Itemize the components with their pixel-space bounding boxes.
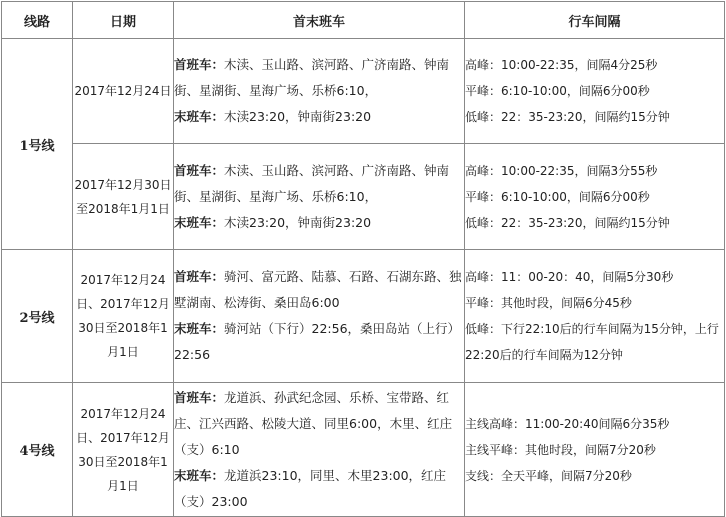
interval-main-offpeak: 主线平峰：其他时段，间隔7分20秒 — [465, 442, 656, 457]
first-train-text: 骑河、富元路、陆慕、石路、石湖东路、独墅湖南、松涛街、桑田岛6:00 — [174, 269, 462, 310]
first-last-cell — [174, 144, 465, 250]
first-train-text: 木渎、玉山路、滨河路、广济南路、钟南街、星湖街、星海广场、乐桥6:10， — [174, 162, 450, 204]
line-name: 1号线 — [2, 39, 73, 250]
first-last-cell — [174, 250, 465, 383]
first-train-label: 首班车： — [174, 162, 225, 178]
last-train-text: 骑河站（下行）22:56，桑田岛站（上行）22:56 — [174, 321, 461, 362]
interval-offpeak: 平峰：其他时段，间隔6分45秒 — [465, 296, 632, 310]
table-row — [2, 250, 725, 383]
table-row — [2, 39, 725, 144]
interval-cell — [465, 144, 725, 250]
header-line: 线路 — [2, 2, 73, 39]
line-name: 2号线 — [2, 250, 73, 383]
interval-offpeak: 平峰：6:10-10:00，间隔6分00秒 — [465, 189, 650, 204]
date-cell: 2017年12月30日至2018年1月1日 — [73, 144, 174, 250]
first-last-cell — [174, 383, 465, 517]
interval-peak: 高峰：10:00-22:35，间隔4分25秒 — [465, 58, 658, 72]
line-name: 4号线 — [2, 383, 73, 517]
date-cell: 2017年12月24日、2017年12月30日至2018年1月1日 — [73, 383, 174, 517]
interval-low: 低峰：下行22:10后的行车间隔为15分钟，上行22:20后的行车间隔为12分钟 — [465, 322, 719, 362]
first-train-text: 木渎、玉山路、滨河路、广济南路、钟南街、星湖街、星海广场、乐桥6:10， — [174, 57, 450, 98]
table-row — [2, 383, 725, 517]
last-train-text: 龙道浜23:10，同里、木里23:00，红庄（支）23:00 — [174, 467, 447, 509]
date-cell: 2017年12月24日、2017年12月30日至2018年1月1日 — [73, 250, 174, 383]
last-train-label: 末班车： — [174, 109, 225, 124]
header-date: 日期 — [73, 2, 174, 39]
header-first-last: 首末班车 — [174, 2, 465, 39]
header-interval: 行车间隔 — [465, 2, 725, 39]
first-train-label: 首班车： — [174, 389, 225, 405]
last-train-text: 木渎23:20，钟南街23:20 — [224, 109, 372, 124]
first-train-label: 首班车： — [174, 269, 225, 284]
interval-peak: 高峰：10:00-22:35，间隔3分55秒 — [465, 163, 658, 178]
interval-cell — [465, 250, 725, 383]
last-train-label: 末班车： — [174, 214, 225, 230]
interval-cell — [465, 383, 725, 517]
interval-offpeak: 平峰：6:10-10:00，间隔6分00秒 — [465, 84, 650, 98]
schedule-table — [1, 1, 725, 517]
first-train-text: 龙道浜、孙武纪念园、乐桥、宝带路、红庄、江兴西路、松陵大道、同里6:00，木里、红庄（支）6:10 — [174, 389, 453, 457]
interval-cell — [465, 39, 725, 144]
interval-low: 低峰：22：35-23:20，间隔约15分钟 — [465, 110, 670, 124]
table-row — [2, 144, 725, 250]
interval-low: 低峰：22：35-23:20，间隔约15分钟 — [465, 215, 670, 230]
date-cell: 2017年12月24日 — [73, 39, 174, 144]
interval-branch: 支线：全天平峰，间隔7分20秒 — [465, 468, 632, 483]
interval-main-peak: 主线高峰：11:00-20:40间隔6分35秒 — [465, 416, 670, 431]
last-train-label: 末班车： — [174, 321, 225, 336]
header-row — [2, 2, 725, 39]
interval-peak: 高峰：11：00-20：40，间隔5分30秒 — [465, 270, 674, 284]
first-last-cell — [174, 39, 465, 144]
first-train-label: 首班车： — [174, 57, 225, 72]
last-train-text: 木渎23:20，钟南街23:20 — [224, 214, 372, 230]
last-train-label: 末班车： — [174, 467, 225, 483]
